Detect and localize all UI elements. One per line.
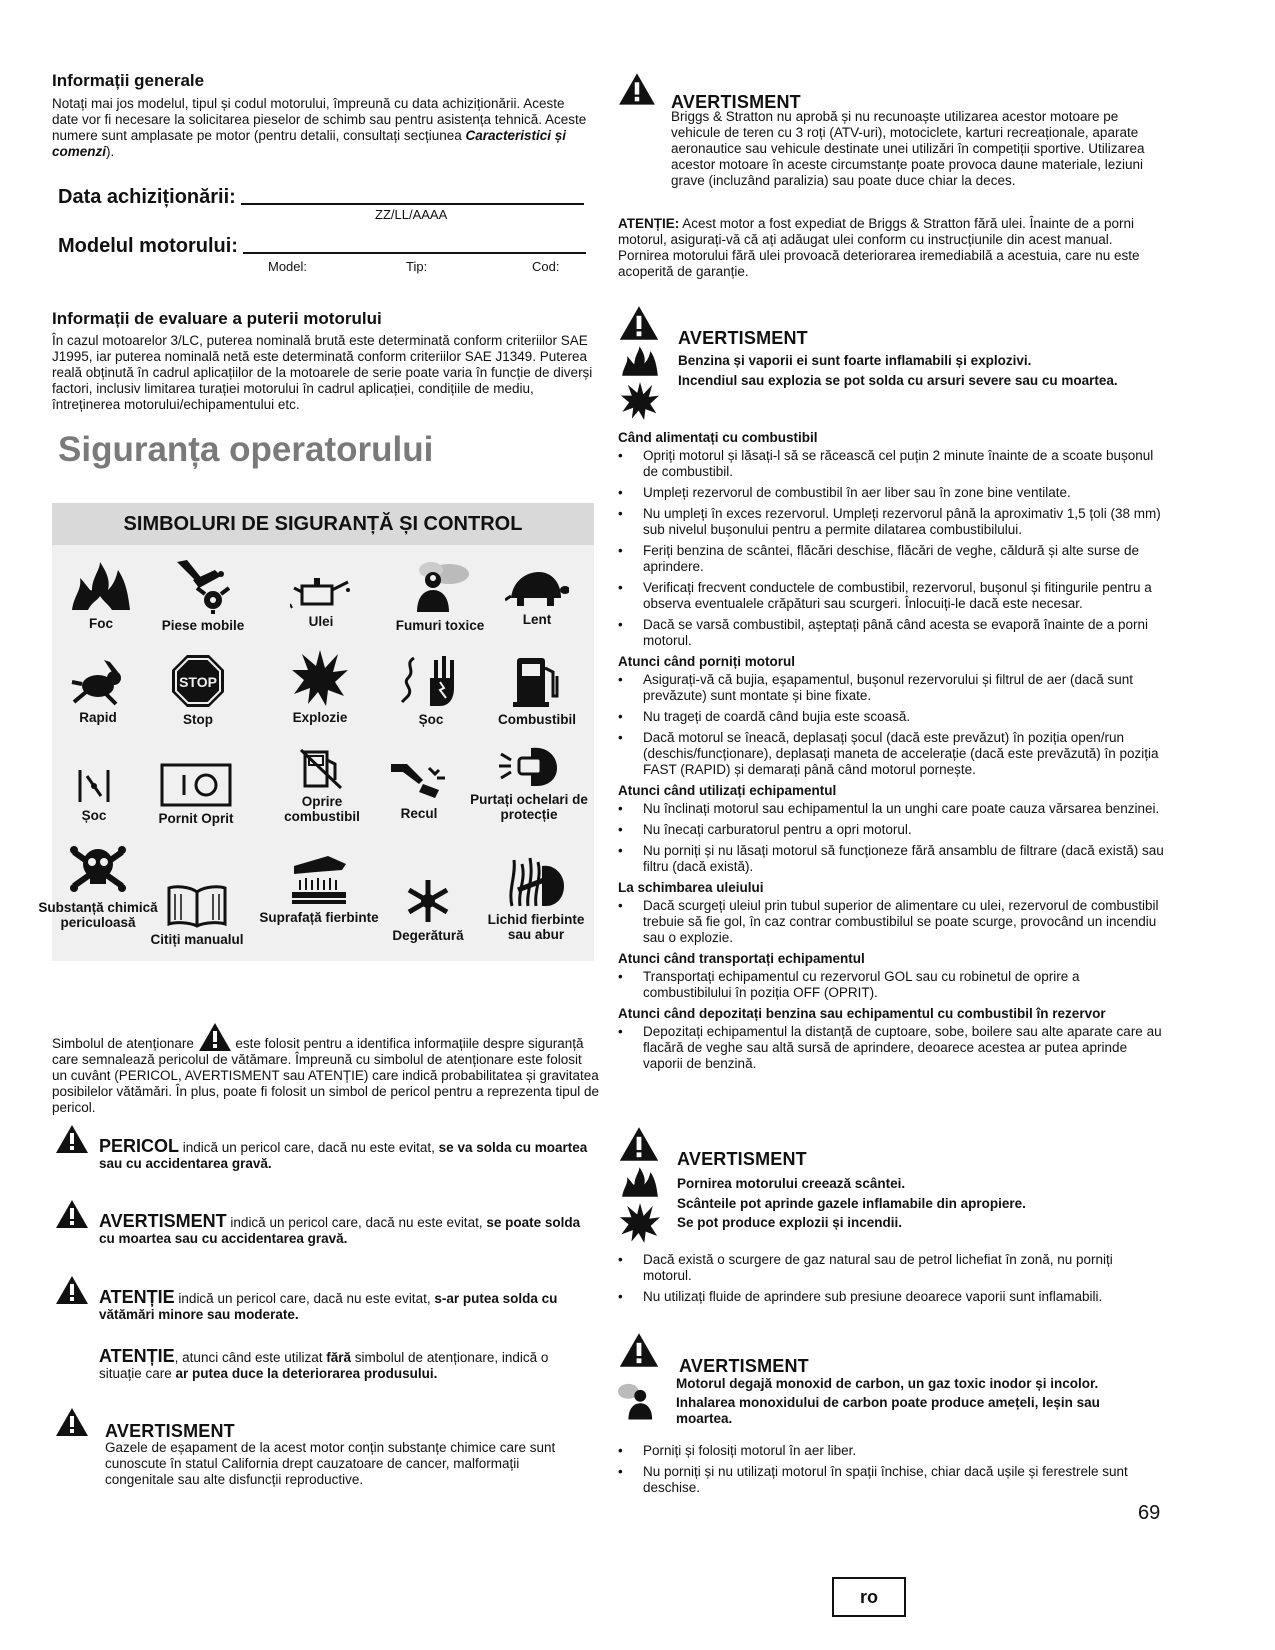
list-item: • Nu înclinați motorul sau echipamentul la un unghi care poate cauza vărsarea benzinei. [618,801,1164,817]
general-info-heading: Informații generale [52,71,205,90]
list-item: • Dacă se varsă combustibil, așteptați până când acesta se evaporă înainte de a porni motorul. [618,617,1164,649]
list-item: • Nu utilizați fluide de aprindere sub presiune deoarece vaporii sunt inflamabili. [618,1289,1164,1305]
symbol-toxic-fumes: Fumuri toxice [380,560,500,633]
skull-icon [70,842,126,896]
fuel-warning-alert-icon [618,305,660,341]
symbol-hazardous-chemical: Substanță chimică periculoasă [38,842,158,930]
explosion-icon [620,1203,660,1243]
sparks-warning-line3: Se pot produce explozii și incendii. [677,1215,903,1230]
notice-definition: ATENȚIE, atunci când este utilizat fără simbolul de atenționare, indică o situație care ar putea duce la deteriorarea produsului. [99,1346,549,1381]
oil-can-icon [290,566,352,610]
refuel-list [618,448,1164,649]
symbols-table-heading: SIMBOLURI DE SIGURANȚĂ ȘI CONTROL [52,503,594,545]
sparks-warning-heading: AVERTISMENT [677,1149,807,1169]
list-item: • Umpleți rezervorul de combustibil în aer liber sau în zone bine ventilate. [618,485,1164,501]
fuel-warning-line2: Incendiul sau explozia se pot solda cu arsuri severe sau cu moartea. [678,373,1118,388]
sparks-warning-line2: Scânteile pot aprinde gazele inflamabile din apropiere. [677,1196,1026,1211]
list-item: • Verificați frecvent conductele de combustibil, rezervorul, bușonul și fitingurile pentru a observa eventualele crăpături sau scurgeri. Înlocuiți-le dacă este necesar. [618,580,1164,612]
symbol-shock: Șoc [371,652,491,727]
list-item: • Nu porniți și nu lăsați motorul să funcționeze fără ansamblu de filtrare (dacă există) sau filtru (dacă există). [618,843,1164,875]
warning-atv-alert-icon [618,72,656,106]
oil-change-heading: La schimbarea uleiului [618,880,764,895]
operating-heading: Atunci când utilizați echipamentul [618,783,837,798]
refuel-heading: Când alimentați cu combustibil [618,430,818,445]
storage-list [618,1024,1164,1072]
fuel-warning-line1: Benzina și vaporii ei sunt foarte inflamabili și explozivi. [678,353,1032,368]
symbol-frostbite: Degerătură [368,878,488,943]
fuel-shutoff-icon [297,748,347,790]
model-hint: Model: [268,259,308,274]
symbol-fuel: Combustibil [477,654,597,727]
alert-symbol-description: Simbolul de atenționare este folosit pentru a identifica informațiile despre siguranță care semnalează pericolul de vătămare. Împreună cu simbolul de atenționare este folosit un cuvânt (PERICOL, AVERTISMENT sau ATENȚIE) care indică probabilitatea și gravitatea posibilelor vătămări. În plus, poate fi folosit un simbol de pericol pentru a reprezenta tipul de pericol. [52,1022,600,1116]
symbol-choke: Șoc [34,768,154,823]
list-item: • Nu umpleți în exces rezervorul. Umpleți rezervorul până la aproximativ 1,5 țoli (38 mm) sub nivelul bușonului pentru a permite dilatarea combustibilului. [618,506,1164,538]
power-rating-heading: Informații de evaluare a puterii motorului [52,309,382,328]
explosion-icon [292,650,348,706]
list-item: • Dacă motorul se îneacă, deplasați șocul (dacă este prevăzut) în poziția open/run (deschis/funcționare), deplasați maneta de accelerație (dacă este prevăzută) în poziția FAST (RAPID) și demarați până când motorul pornește. [618,730,1164,778]
warning-atv-heading: AVERTISMENT [671,92,801,112]
danger-definition: PERICOL indică un pericol care, dacă nu este evitat, se va solda cu moartea sau cu accidentarea gravă. [99,1136,588,1171]
engine-model-line[interactable] [243,252,586,254]
starting-heading: Atunci când porniți motorul [618,654,795,669]
symbol-read-manual: Citiți manualul [137,884,257,947]
list-item: • Feriți benzina de scântei, flăcări deschise, flăcări de veghe, căldură și alte surse de aprindere. [618,543,1164,575]
page-number: 69 [1138,1502,1161,1524]
engine-model-label: Modelul motorului: [58,235,238,257]
general-info-text: Notați mai jos modelul, tipul și codul motorului, împreună cu data achiziționării. Aceste date vor fi necesare la solicitarea pieselor de schimb sau pentru asistența tehnică. Aceste numere sunt amplasate pe motor (pentru detalii, consultați secțiunea Caracteristici și comenzi). [52,96,587,159]
list-item: • Transportați echipamentul cu rezervorul GOL sau cu robinetul de oprire a combustibilului în poziția OFF (OPRIT). [618,969,1164,1001]
co-warning-heading: AVERTISMENT [679,1356,809,1376]
california-warning-heading: AVERTISMENT [105,1421,235,1441]
hot-liquid-icon [506,850,566,908]
date-format-hint: ZZ/LL/AAAA [375,207,448,222]
transport-list [618,969,1164,1001]
co-list [618,1443,1164,1501]
language-code-box: ro [832,1577,906,1617]
danger-alert-icon [55,1124,89,1154]
list-item: • Opriți motorul și lăsați-l să se răcească cel puțin 2 minute înainte de a scoate bușonul de combustibil. [618,448,1164,480]
alert-triangle-icon [198,1022,232,1052]
symbol-explosion: Explozie [260,650,380,725]
shock-icon [400,652,462,708]
oil-change-list [618,898,1164,946]
symbol-oil: Ulei [261,566,381,629]
list-item: • Dacă există o scurgere de gaz natural sau de petrol lichefiat în zonă, nu porniți motorul. [618,1252,1164,1284]
code-hint: Cod: [532,259,560,274]
sparks-warning-line1: Pornirea motorului creează scântei. [677,1176,906,1191]
symbol-fuel-shutoff: Oprire combustibil [262,748,382,824]
fuel-pump-icon [511,654,563,708]
symbol-kickback: Recul [359,760,479,821]
hot-surface-icon [290,856,348,906]
fire-icon [620,1166,660,1198]
goggles-icon [497,744,561,788]
fire-icon [70,560,132,612]
symbol-moving-parts: Piese mobile [143,558,263,633]
transport-heading: Atunci când transportați echipamentul [618,951,865,966]
caution-definition: ATENȚIE indică un pericol care, dacă nu este evitat, s-ar putea solda cu vătămări minore sau moderate. [99,1287,558,1322]
symbol-hot-surface: Suprafață fierbinte [259,856,379,925]
symbol-fire: Foc [41,560,161,631]
toxic-fumes-icon [618,1378,664,1424]
warning-atv-text: Briggs & Stratton nu aprobă și nu recunoaște utilizarea acestor motoare pe vehicule de teren cu 3 roți (ATV-uri), motociclete, karturi recreaționale, aparate aeronautice sau vehicule destinate unei utilizări în competiții sportive. Utilizarea acestor motoare în aceste circumstanțe poate provoca daune materiale, leziuni grave (incluzând paralizia) sau poate duce chiar la deces. [671,109,1145,188]
operating-list [618,801,1164,875]
warning-definition: AVERTISMENT indică un pericol care, dacă nu este evitat, se poate solda cu moartea sau cu accidentarea gravă. [99,1211,581,1246]
california-warning-text: Gazele de eșapament de la acest motor conțin substanțe chimice care sunt cunoscute în statul California drept cauzatoare de cancer, malformații congenitale sau alte disfuncții reproductive. [105,1440,556,1487]
caution-alert-icon [55,1275,89,1305]
frostbite-icon [405,878,451,924]
manual-icon [165,884,229,928]
symbol-slow: Lent [477,568,597,627]
sparks-list [618,1252,1164,1310]
explosion-icon [620,382,660,420]
type-hint: Tip: [406,259,428,274]
fuel-safety-sections [618,430,1164,1077]
purchase-date-line[interactable] [241,203,584,205]
power-rating-text: În cazul motoarelor 3/LC, puterea nominală brută este determinată conform criteriilor SAE J1995, iar puterea nominală netă este determinată conform criteriilor SAE J1349. Puterea reală obținută în cadrul aplicațiilor de la motoarele de serie poate varia în funcție de diverși factori, inclusiv limitarea turației motorului în cadrul aplicației, condițiile de mediu, întreținerea motorului/echipamentului etc. [52,333,593,412]
co-warning-alert-icon [618,1332,660,1368]
list-item: • Nu înecați carburatorul pentru a opri motorul. [618,822,1164,838]
purchase-date-label: Data achiziționării: [58,186,236,208]
symbol-fast: Rapid [38,660,158,725]
list-item: • Porniți și folosiți motorul în aer liber. [618,1443,1164,1459]
kickback-icon [389,760,449,802]
symbol-goggles: Purtați ochelari de protecție [469,744,589,822]
turtle-icon [505,568,569,608]
co-warning-line2: Inhalarea monoxidului de carbon poate produce amețeli, leșin sau moartea. [676,1395,1100,1426]
fire-icon [620,345,660,377]
svg-text:STOP: STOP [179,674,217,690]
co-warning-line1: Motorul degajă monoxid de carbon, un gaz toxic inodor și incolor. [676,1376,1099,1391]
symbol-stop: STOP Stop [138,654,258,727]
fuel-warning-heading: AVERTISMENT [678,328,808,348]
symbol-on-off: Pornit Oprit [136,763,256,826]
on-off-icon [160,763,232,807]
storage-heading: Atunci când depozitați benzina sau echipamentul cu combustibil în rezervor [618,1006,1106,1021]
toxic-fumes-icon [409,560,471,614]
starting-list [618,672,1164,778]
sparks-warning-alert-icon [618,1126,660,1162]
list-item: • Nu trageți de coardă când bujia este scoasă. [618,709,1164,725]
warning-alert-icon [55,1199,89,1229]
rabbit-icon [70,660,126,706]
california-warning-icon [55,1407,89,1437]
no-oil-notice: ATENȚIE: Acest motor a fost expediat de Briggs & Stratton fără ulei. Înainte de a porni motorul, asigurați-vă că ați adăugat ulei conform cu instrucțiunile din acest manual. Pornirea motorului fără ulei provoacă deteriorarea iremediabilă a acestuia, care nu este acoperită de garanție. [618,216,1140,279]
list-item: • Depozitați echipamentul la distanță de cuptoare, sobe, boilere sau alte aparate care au flacără de veghe sau altă sursă de aprindere, deoarece acestea ar putea aprinde vaporii de benzină. [618,1024,1164,1072]
moving-parts-icon [173,558,233,614]
page-title: Siguranța operatorului [58,430,434,469]
stop-icon [171,654,225,708]
list-item: • Nu porniți și nu utilizați motorul în spații închise, chiar dacă ușile și ferestrele sunt deschise. [618,1464,1164,1496]
list-item: • Asigurați-vă că bujia, eșapamentul, bușonul rezervorului și filtrul de aer (dacă sunt prevăzute) sunt montate și bine fixate. [618,672,1164,704]
choke-icon [77,768,111,804]
symbol-hot-liquid: Lichid fierbinte sau abur [476,850,596,942]
list-item: • Dacă scurgeți uleiul prin tubul superior de alimentare cu ulei, rezervorul de combustibil trebuie să fie gol, în caz contrar combustibilul se poate scurge, provocând un incendiu sau o explozie. [618,898,1164,946]
